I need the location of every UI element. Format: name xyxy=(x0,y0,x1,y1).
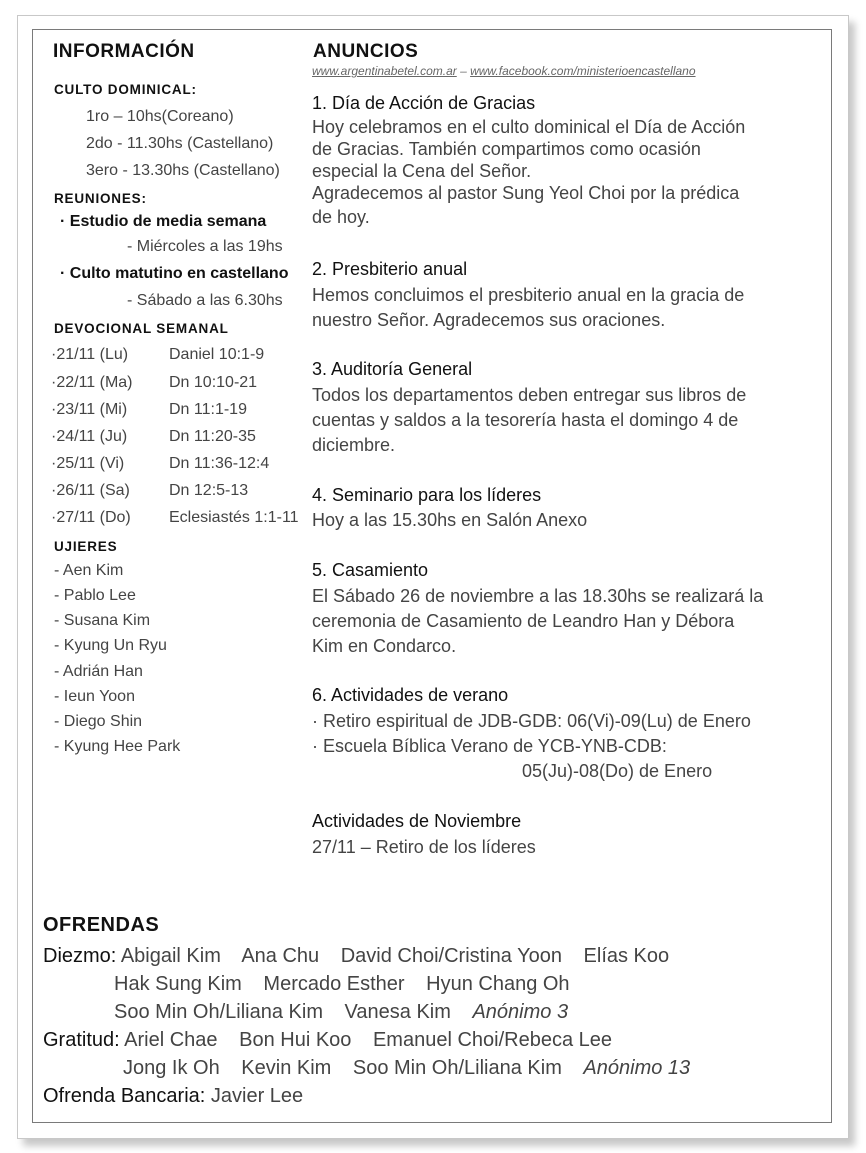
diezmo-row xyxy=(43,945,685,968)
donor-name: Elías Koo xyxy=(583,945,670,967)
announcement-title: 6. Actividades de verano xyxy=(312,685,509,705)
devocional-date: ·27/11 (Do) xyxy=(51,509,131,526)
announcement-line: Todos los departamentos deben entregar sus libros de xyxy=(312,385,747,405)
anonymous-donor: Anónimo 3 xyxy=(472,1001,569,1023)
donor-name: Soo Min Oh/Liliana Kim xyxy=(114,1001,323,1023)
announcement-line: 27/11 – Retiro de los líderes xyxy=(312,837,536,857)
diezmo-row xyxy=(114,1001,584,1024)
diezmo-row xyxy=(114,973,586,996)
devocional-heading: DEVOCIONAL SEMANAL xyxy=(54,321,229,336)
ujier-name: - Diego Shin xyxy=(54,713,143,730)
reunion-when: - Sábado a las 6.30hs xyxy=(127,292,283,309)
announcement-line: de Gracias. También compartimos como ocasión xyxy=(312,139,701,159)
ujieres-heading: UJIERES xyxy=(54,539,118,554)
culto-item: 3ero - 13.30hs (Castellano) xyxy=(86,162,280,179)
devocional-date: ·26/11 (Sa) xyxy=(51,482,130,499)
culto-item: 2do - 11.30hs (Castellano) xyxy=(86,135,274,152)
announcement-body xyxy=(312,709,751,784)
website-links xyxy=(312,64,696,78)
anuncios-title: ANUNCIOS xyxy=(313,41,419,62)
ujier-name: - Pablo Lee xyxy=(54,587,136,604)
reunion-when: - Miércoles a las 19hs xyxy=(127,238,283,255)
announcement-title: 1. Día de Acción de Gracias xyxy=(312,93,536,113)
donor-name: Hak Sung Kim xyxy=(114,973,242,995)
devocional-reference: Dn 11:1-19 xyxy=(169,401,247,418)
devocional-reference: Dn 12:5-13 xyxy=(169,482,249,499)
reunion-name: · Culto matutino en castellano xyxy=(60,265,289,282)
informacion-title: INFORMACIÓN xyxy=(53,41,195,62)
donor-name: Jong Ik Oh xyxy=(123,1057,220,1079)
donor-name: Ana Chu xyxy=(241,945,320,967)
bancaria-label: Ofrenda Bancaria: xyxy=(43,1085,206,1107)
devocional-date: ·22/11 (Ma) xyxy=(51,374,133,391)
announcement-line: Kim en Condarco. xyxy=(312,636,457,656)
announcement-title: 5. Casamiento xyxy=(312,560,429,580)
facebook-link[interactable]: www.facebook.com/ministerioencastellano xyxy=(470,64,696,78)
announcement-title: 4. Seminario para los líderes xyxy=(312,485,542,505)
announcement-line: · Escuela Bíblica Verano de YCB-YNB-CDB: xyxy=(312,736,667,756)
devocional-reference: Eclesiastés 1:1-11 xyxy=(169,509,299,526)
announcement-line: · Retiro espiritual de JDB-GDB: 06(Vi)-09(Lu) de Enero xyxy=(312,711,751,731)
culto-dominical-heading: CULTO DOMINICAL: xyxy=(54,82,197,97)
devocional-reference: Dn 10:10-21 xyxy=(169,374,258,391)
announcement-body xyxy=(312,283,744,333)
donor-name: Mercado Esther xyxy=(263,973,405,995)
devocional-reference: Daniel 10:1-9 xyxy=(169,346,265,363)
gratitud-row xyxy=(123,1057,706,1080)
gratitud-row xyxy=(43,1029,628,1052)
donor-name: Abigail Kim xyxy=(120,945,221,967)
ujier-name: - Susana Kim xyxy=(54,612,151,629)
announcement-line: ceremonia de Casamiento de Leandro Han y Débora xyxy=(312,611,735,631)
announcement-line: de hoy. xyxy=(312,207,370,227)
donor-name: Bon Hui Koo xyxy=(239,1029,352,1051)
reuniones-heading: REUNIONES: xyxy=(54,191,147,206)
donor-name: Vanesa Kim xyxy=(344,1001,451,1023)
culto-item: 1ro – 10hs(Coreano) xyxy=(86,108,234,125)
bancaria-row xyxy=(43,1085,319,1108)
link-separator: – xyxy=(456,64,471,78)
ujier-name: - Ieun Yoon xyxy=(54,688,135,705)
announcement-line: Hoy celebramos en el culto dominical el Día de Acción xyxy=(312,117,746,137)
announcement-body xyxy=(312,508,587,533)
announcement-line: El Sábado 26 de noviembre a las 18.30hs se realizará la xyxy=(312,586,764,606)
reunion-name: · Estudio de media semana xyxy=(60,213,267,230)
announcement-body xyxy=(312,116,745,228)
donor-name: Javier Lee xyxy=(210,1085,304,1107)
announcement-title: Actividades de Noviembre xyxy=(312,811,522,831)
devocional-reference: Dn 11:36-12:4 xyxy=(169,455,270,472)
devocional-date: ·21/11 (Lu) xyxy=(51,346,129,363)
ofrendas-title: OFRENDAS xyxy=(43,914,160,936)
announcement-line: 05(Ju)-08(Do) de Enero xyxy=(522,761,713,781)
announcement-body xyxy=(312,835,536,860)
announcement-line: nuestro Señor. Agradecemos sus oraciones. xyxy=(312,310,666,330)
announcement-line: Agradecemos al pastor Sung Yeol Choi por la prédica xyxy=(312,183,740,203)
donor-name: Kevin Kim xyxy=(241,1057,332,1079)
announcement-line: diciembre. xyxy=(312,435,396,455)
announcement-body xyxy=(312,383,746,458)
ujier-name: - Adrián Han xyxy=(54,663,143,680)
ujier-name: - Aen Kim xyxy=(54,562,124,579)
donor-name: Soo Min Oh/Liliana Kim xyxy=(352,1057,562,1079)
diezmo-label: Diezmo: xyxy=(43,945,117,967)
announcement-line: Hemos concluimos el presbiterio anual en la gracia de xyxy=(312,285,745,305)
website-link[interactable]: www.argentinabetel.com.ar xyxy=(312,64,457,78)
anonymous-donor: Anónimo 13 xyxy=(583,1057,691,1079)
gratitud-label: Gratitud: xyxy=(43,1029,120,1051)
donor-name: Emanuel Choi/Rebeca Lee xyxy=(372,1029,613,1051)
announcement-line: Hoy a las 15.30hs en Salón Anexo xyxy=(312,510,588,530)
announcement-title: 3. Auditoría General xyxy=(312,359,473,379)
donor-name: David Choi/Cristina Yoon xyxy=(340,945,562,967)
donor-name: Hyun Chang Oh xyxy=(426,973,570,995)
ujier-name: - Kyung Un Ryu xyxy=(54,637,167,654)
announcement-line: especial la Cena del Señor. xyxy=(312,161,532,181)
ujier-name: - Kyung Hee Park xyxy=(54,738,181,755)
devocional-reference: Dn 11:20-35 xyxy=(169,428,256,445)
donor-name: Ariel Chae xyxy=(124,1029,218,1051)
announcement-line: cuentas y saldos a la tesorería hasta el domingo 4 de xyxy=(312,410,739,430)
announcement-title: 2. Presbiterio anual xyxy=(312,259,468,279)
announcement-body xyxy=(312,584,763,659)
devocional-date: ·23/11 (Mi) xyxy=(51,401,128,418)
devocional-date: ·24/11 (Ju) xyxy=(51,428,128,445)
devocional-date: ·25/11 (Vi) xyxy=(51,455,125,472)
